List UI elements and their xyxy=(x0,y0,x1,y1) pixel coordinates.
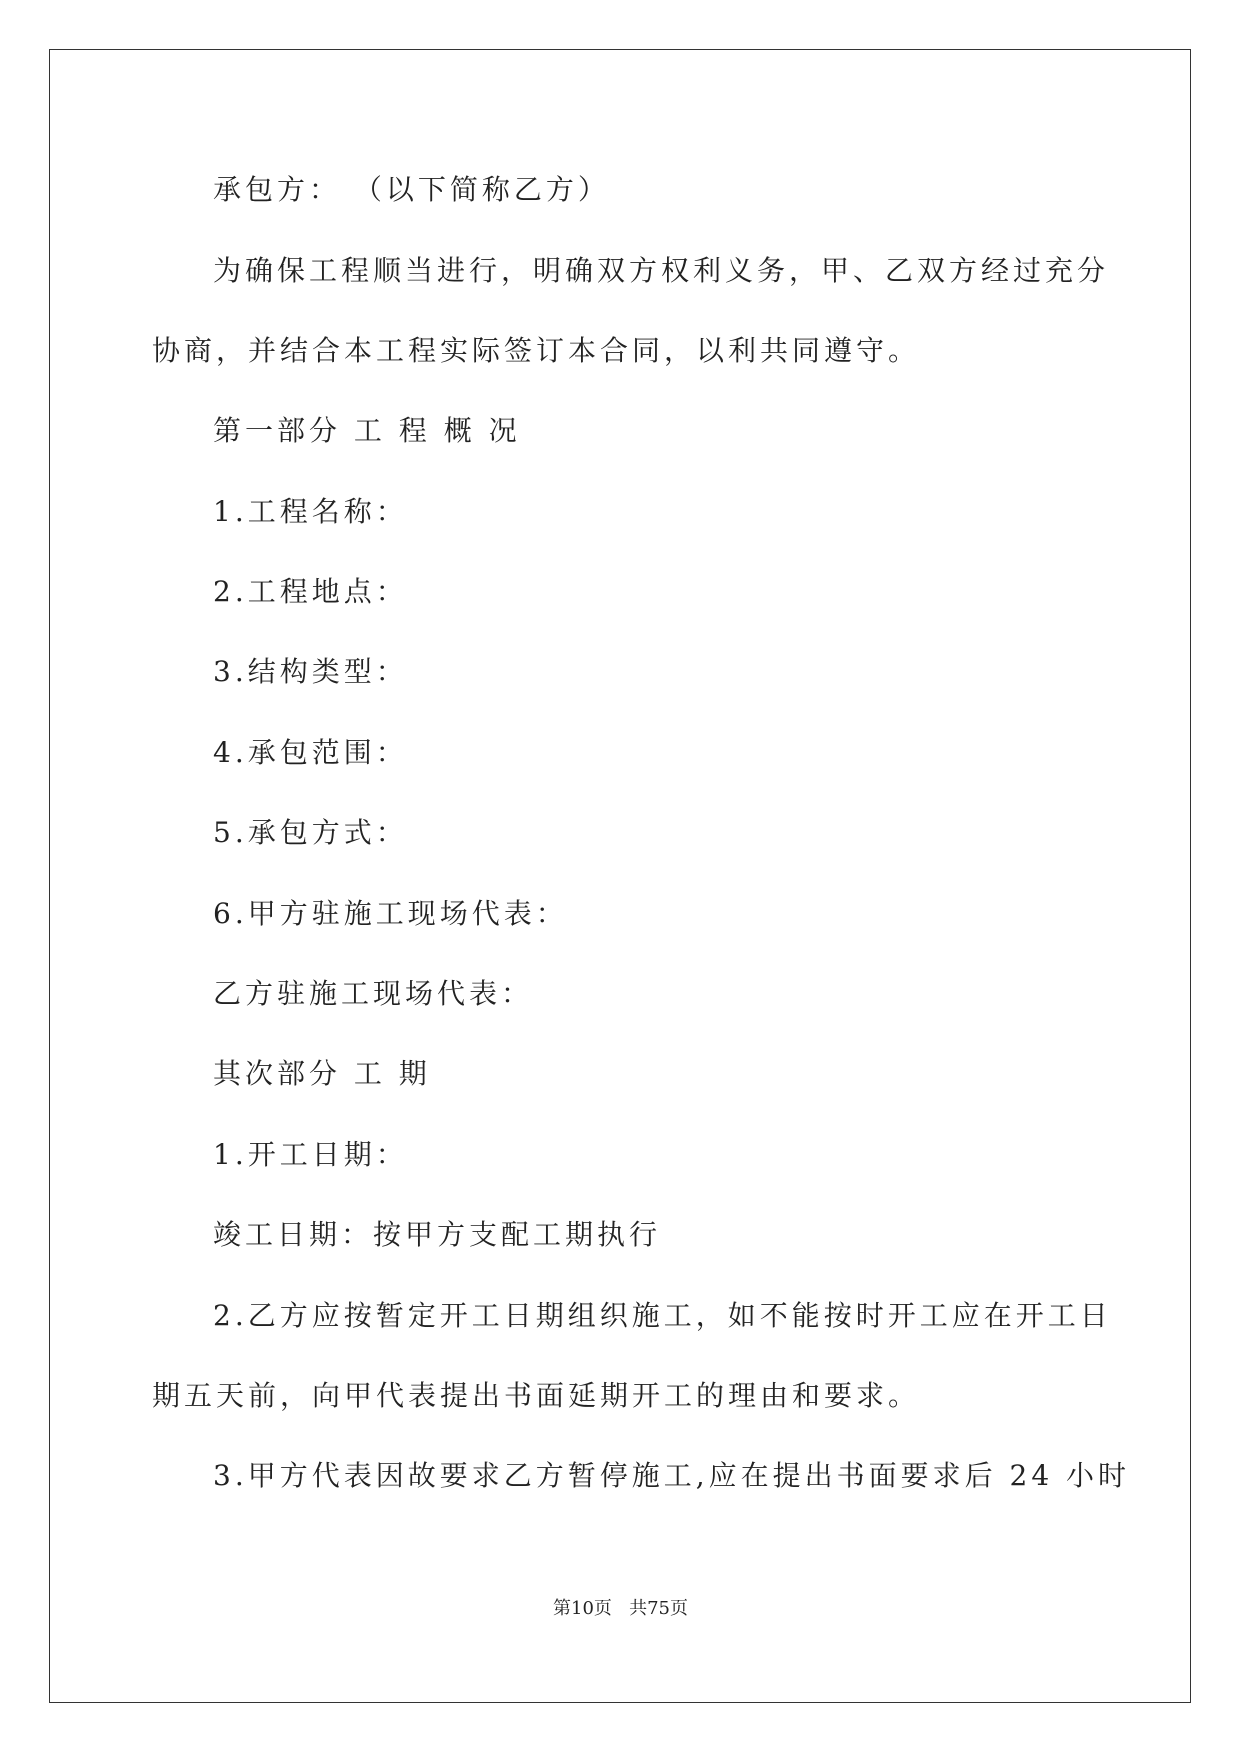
paragraph-line: 协商，并结合本工程实际签订本合同，以利共同遵守。 xyxy=(152,334,921,367)
list-item: 1.工程名称： xyxy=(213,495,408,528)
paragraph-line: 为确保工程顺当进行，明确双方权利义务，甲、乙双方经过充分 xyxy=(213,254,1110,287)
list-item: 1.开工日期： xyxy=(213,1138,408,1171)
paragraph-line: 3.甲方代表因故要求乙方暂停施工,应在提出书面要求后 24 小时 xyxy=(213,1459,1131,1492)
list-item: 竣工日期：按甲方支配工期执行 xyxy=(213,1218,662,1251)
list-item: 4.承包范围： xyxy=(213,736,408,769)
list-item: 3.结构类型： xyxy=(213,655,408,688)
paragraph-line: 2.乙方应按暂定开工日期组织施工，如不能按时开工应在开工日 xyxy=(213,1299,1112,1332)
section-heading: 其次部分 工 期 xyxy=(213,1057,431,1090)
list-item: 乙方驻施工现场代表： xyxy=(213,977,534,1010)
page-border xyxy=(49,49,1191,1703)
paragraph-line: 期五天前，向甲代表提出书面延期开工的理由和要求。 xyxy=(152,1379,921,1412)
section-heading: 第一部分 工 程 概 况 xyxy=(213,414,521,447)
contractor-line: 承包方： （以下简称乙方） xyxy=(213,173,610,206)
list-item: 6.甲方驻施工现场代表： xyxy=(213,897,568,930)
page-number-footer xyxy=(0,1597,1241,1621)
list-item: 5.承包方式： xyxy=(213,816,408,849)
list-item: 2.工程地点： xyxy=(213,575,408,608)
page-number-label: 第10页 共75页 xyxy=(553,1598,688,1619)
